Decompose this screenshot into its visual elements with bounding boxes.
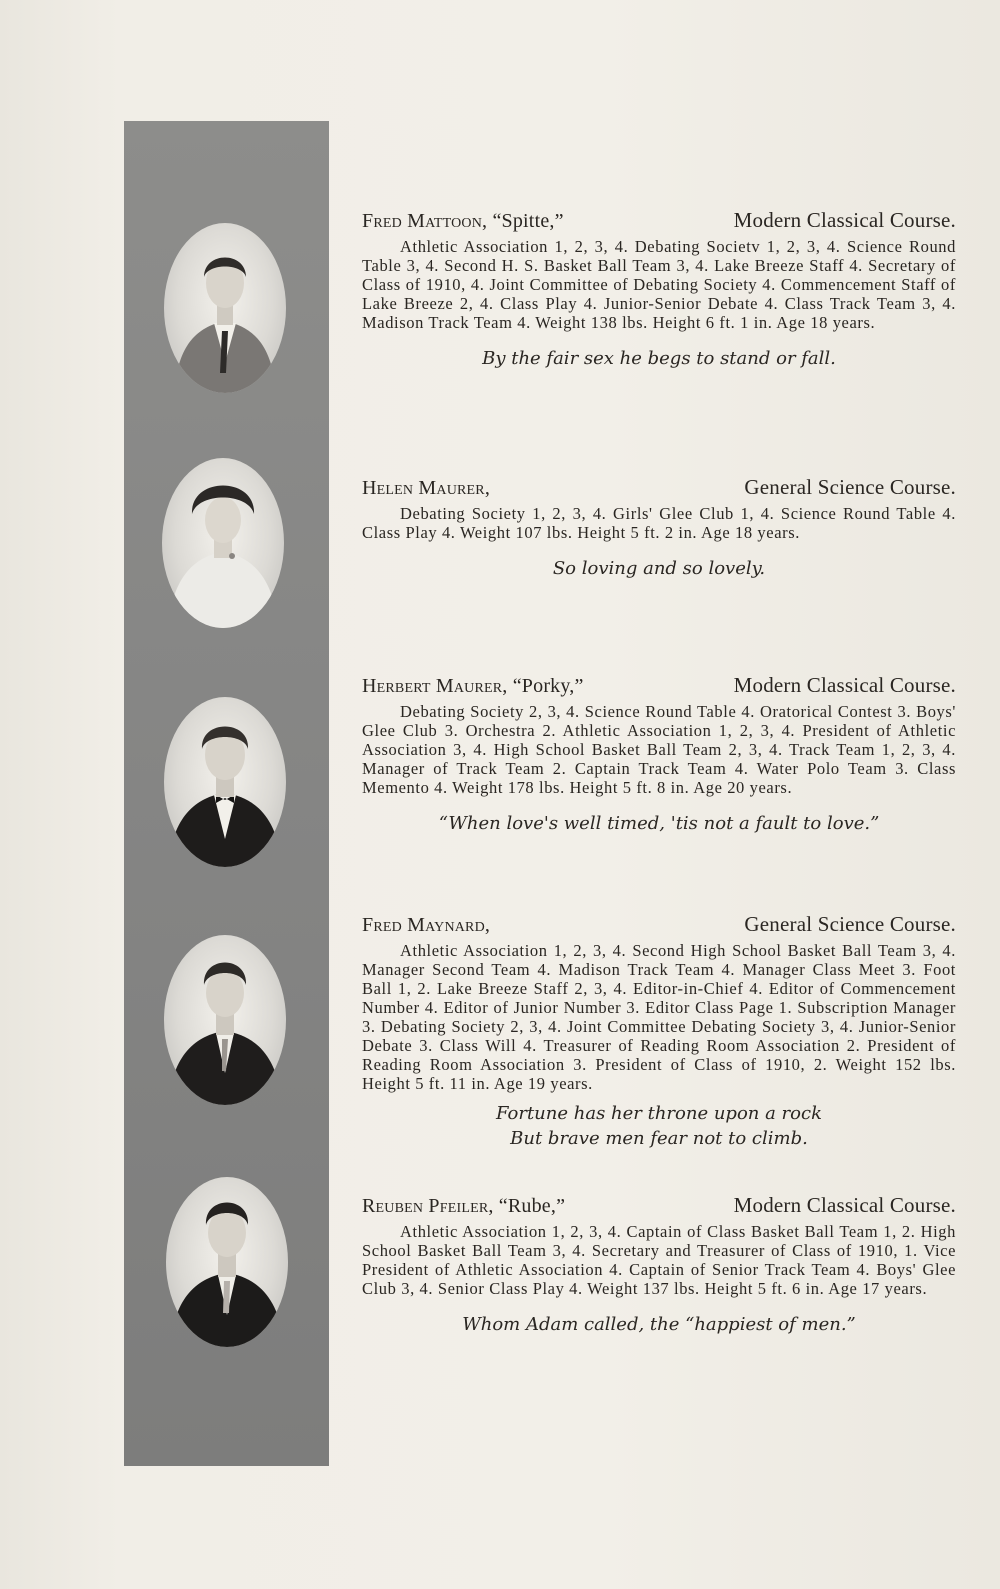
student-name-line [362, 1195, 565, 1218]
activities-text: Athletic Association 1, 2, 3, 4. Debating Societv 1, 2, 3, 4. Science Round Table 3, 4. Second H. S. Basket Ball Team 3, 4. Lake Breeze Staff 4. Secretary of Class of 1910, 4. Joint Committee of Debating Society 4. Commencement Staff of Lake Breeze 2, 4. Class Play 4. Junior-Senior Debate 4. Class Track Team 3, 4. Madison Track Team 4. Weight 138 lbs. Height 6 ft. 1 in. Age 18 years. [362, 237, 956, 332]
entry-header [362, 912, 956, 937]
portrait-image [164, 935, 286, 1105]
entry-header [362, 673, 956, 698]
quote-line: So loving and so lovely. [552, 558, 766, 579]
student-entry [362, 912, 956, 1151]
course-label: Modern Classical Course. [733, 1193, 956, 1217]
student-nickname: “Rube,” [498, 1195, 566, 1217]
portrait-fred-mattoon [164, 223, 286, 393]
student-name: Helen Maurer, [362, 477, 491, 499]
student-name-line [362, 675, 584, 698]
portrait-fred-maynard [164, 935, 286, 1105]
portrait-image [162, 458, 284, 628]
student-entry [362, 673, 956, 836]
portrait-reuben-pfeiler [166, 1177, 288, 1347]
entry-header [362, 208, 956, 233]
student-entry [362, 1193, 956, 1337]
quote-line: “When love's well timed, 'tis not a fault to love.” [438, 813, 880, 834]
quote-line: By the fair sex he begs to stand or fall. [482, 348, 836, 369]
student-name: Fred Maynard, [362, 914, 491, 936]
portrait-image [164, 697, 286, 867]
student-name-line [362, 210, 564, 233]
course-label: Modern Classical Course. [733, 673, 956, 697]
quote-line: Whom Adam called, the “happiest of men.” [462, 1314, 856, 1335]
quote [362, 811, 956, 836]
activities-text: Debating Society 2, 3, 4. Science Round Table 4. Oratorical Contest 3. Boys' Glee Club 3. Orchestra 2. Athletic Association 1, 2, 3, 4. President of Athletic Association 3, 4. High School Basket Ball Team 2, 3, 4. Track Team 1, 2, 3, 4. Manager of Track Team 2. Captain Track Team 4. Water Polo Team 3. Class Memento 4. Weight 178 lbs. Height 5 ft. 8 in. Age 20 years. [362, 702, 956, 797]
entry-header [362, 475, 956, 500]
portrait-image [164, 223, 286, 393]
student-name-line [362, 477, 490, 500]
course-label: Modern Classical Course. [733, 208, 956, 232]
student-name: Fred Mattoon, [362, 210, 488, 232]
quote-line: But brave men fear not to climb. [510, 1128, 808, 1149]
quote [362, 1101, 956, 1151]
quote [362, 1312, 956, 1337]
activities-text: Athletic Association 1, 2, 3, 4. Second High School Basket Ball Team 3, 4. Manager Second Team 4. Madison Track Team 4. Manager Class Meet 3. Foot Ball 1, 2. Lake Breeze Staff 2, 3, 4. Editor-in-Chief 4. Editor of Commencement Number 4. Editor of Junior Number 3. Editor Class Page 1. Subscription Manager 3. Debating Society 2, 3, 4. Joint Committee Debating Society 3, 4. Junior-Senior Debate 3. Class Will 4. Treasurer of Reading Room Association 2. President of Reading Room Association 3. President of Class of 1910, 2. Weight 152 lbs. Height 5 ft. 11 in. Age 19 years. [362, 941, 956, 1093]
course-label: General Science Course. [744, 912, 956, 936]
course-label: General Science Course. [744, 475, 956, 499]
activities-text: Athletic Association 1, 2, 3, 4. Captain of Class Basket Ball Team 1, 2. High School Basket Ball Team 3, 4. Secretary and Treasurer of Class of 1910, 1. Vice President of Athletic Association 4. Captain of Senior Track Team 4. Boys' Glee Club 3, 4. Senior Class Play 4. Weight 137 lbs. Height 5 ft. 6 in. Age 17 years. [362, 1222, 956, 1298]
student-name: Herbert Maurer, [362, 675, 508, 697]
student-entry [362, 475, 956, 581]
portrait-helen-maurer [162, 458, 284, 628]
student-nickname: “Spitte,” [492, 210, 564, 232]
activities-text: Debating Society 1, 2, 3, 4. Girls' Glee Club 1, 4. Science Round Table 4. Class Play 4. Weight 107 lbs. Height 5 ft. 2 in. Age 18 years. [362, 504, 956, 542]
quote-line: Fortune has her throne upon a rock [496, 1103, 822, 1124]
entry-header [362, 1193, 956, 1218]
quote [362, 346, 956, 371]
portrait-image [166, 1177, 288, 1347]
student-name: Reuben Pfeiler, [362, 1195, 494, 1217]
student-name-line [362, 914, 490, 937]
quote [362, 556, 956, 581]
portrait-herbert-maurer [164, 697, 286, 867]
portrait-strip [124, 121, 329, 1466]
student-entry [362, 208, 956, 371]
student-nickname: “Porky,” [512, 675, 584, 697]
